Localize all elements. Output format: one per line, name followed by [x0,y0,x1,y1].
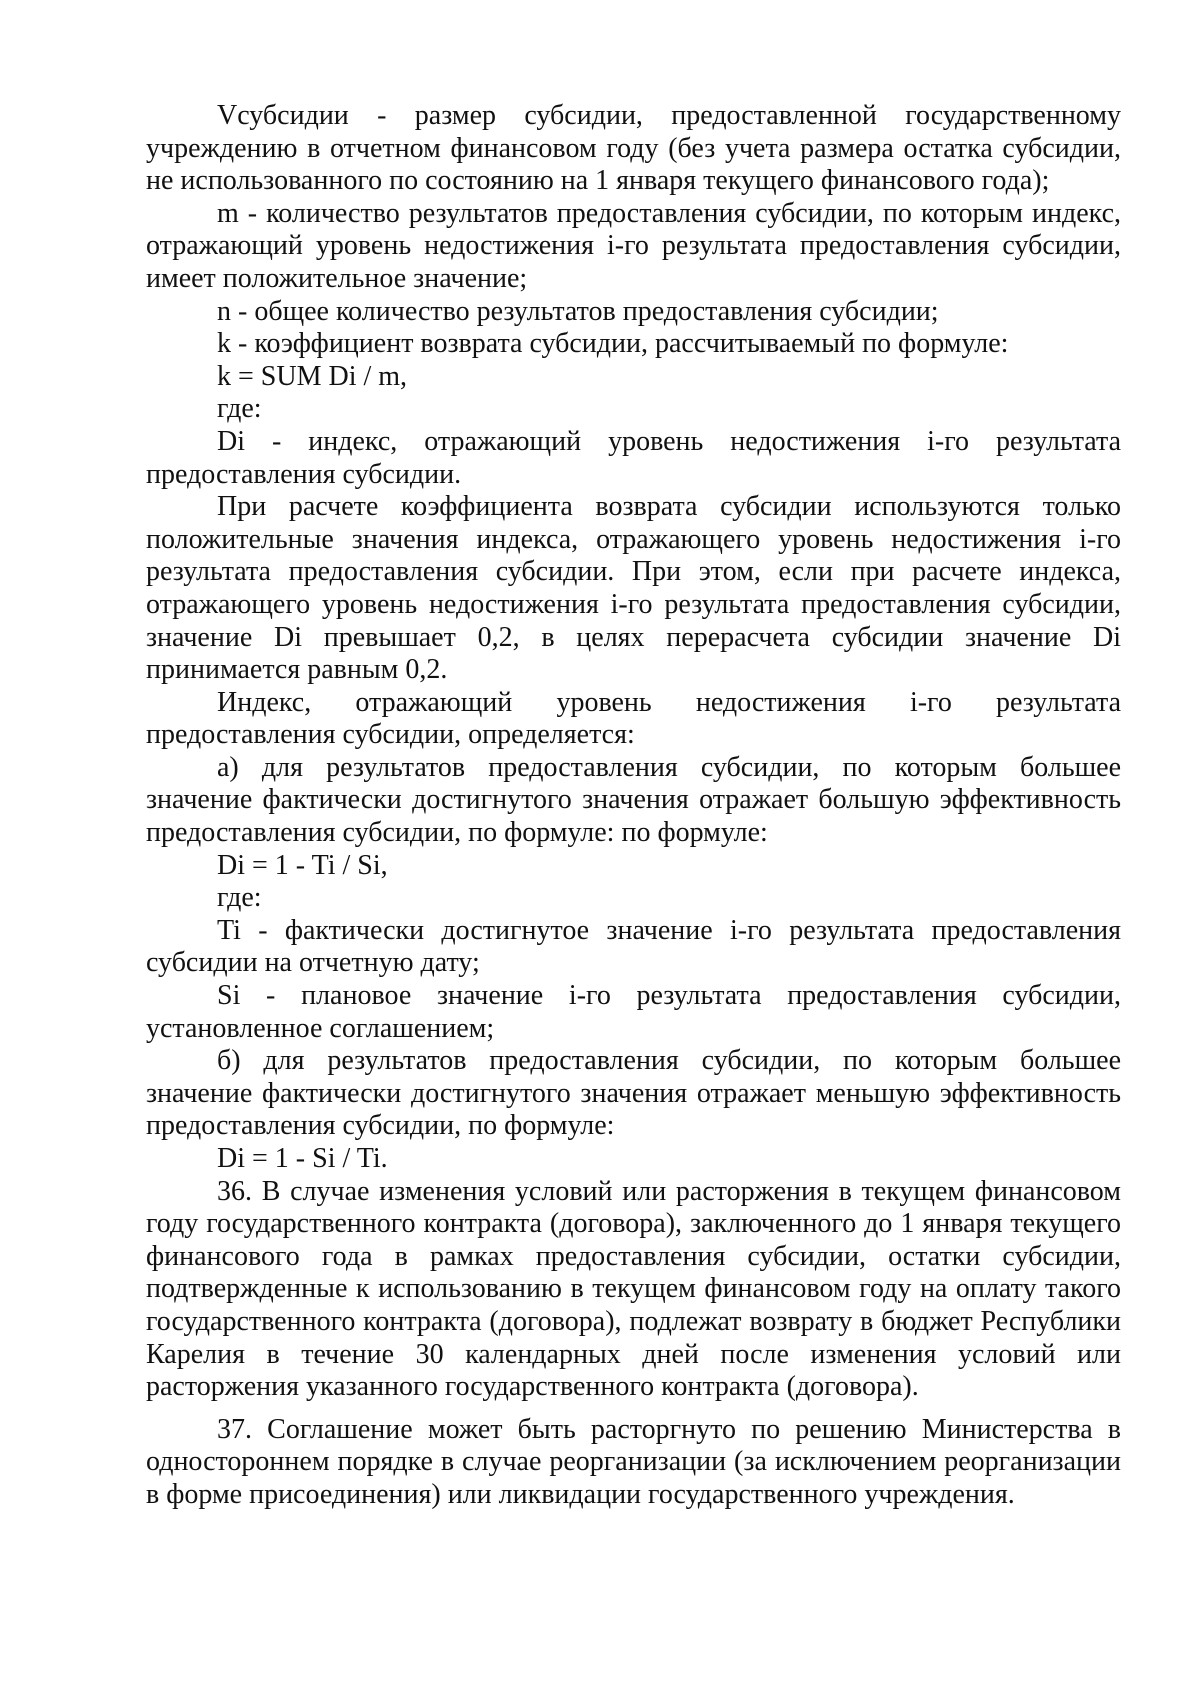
paragraph-clause-36: 36. В случае изменения условий или расторжения в текущем финансовом году государственного контракта (договора), заключенного до 1 января текущего финансового года в рамках предоставления субсидии, остатки субсидии, подтвержденные к использованию в текущем финансовом году на оплату такого государственного контракта (договора), подлежат возврату в бюджет Республики Карелия в течение 30 календарных дней после изменения условий или расторжения указанного государственного контракта (договора). [146,1175,1121,1403]
paragraph-ti-definition: Ti - фактически достигнутое значение i-го результата предоставления субсидии на отчетную дату; [146,914,1121,979]
paragraph-k-definition: k - коэффициент возврата субсидии, рассчитываемый по формуле: [217,328,1009,360]
paragraph-n-definition: n - общее количество результатов предоставления субсидии; [217,295,939,327]
formula-di-a: Di = 1 - Ti / Si, [217,849,388,881]
paragraph-di-definition: Di - индекс, отражающий уровень недостижения i-го результата предоставления субсидии. [146,425,1121,490]
formula-di-b: Di = 1 - Si / Ti. [217,1143,388,1174]
paragraph-si-definition: Si - плановое значение i-го результата предоставления субсидии, установленное соглашением; [146,980,1121,1044]
paragraph-vsubsidii-definition: Vсубсидии - размер субсидии, предоставленной государственному учреждению в отчетном финансовом году (без учета размера остатка субсидии, не использованного по состоянию на 1 января текущего финансового года); [146,100,1121,197]
paragraph-coefficient-rules: При расчете коэффициента возврата субсидии используются только положительные значения индекса, отражающего уровень недостижения i-го результата предоставления субсидии. При этом, если при расчете индекса, отражающего уровень недостижения i-го результата предоставления субсидии, значение Di превышает 0,2, в целях перерасчета субсидии значение Di принимается равным 0,2. [146,491,1121,686]
paragraph-where-2: где: [217,882,262,914]
paragraph-clause-37: 37. Соглашение может быть расторгнуто по решению Министерства в одностороннем порядке в случае реорганизации (за исключением реорганизации в форме присоединения) или ликвидации государственного учреждения. [146,1413,1121,1510]
formula-k: k = SUM Di / m, [217,360,408,392]
paragraph-index-determined: Индекс, отражающий уровень недостижения i-го результата предоставления субсидии, определяется: [146,686,1121,751]
paragraph-m-definition: m - количество результатов предоставления субсидии, по которым индекс, отражающий уровень недостижения i-го результата предоставления субсидии, имеет положительное значение; [146,197,1121,294]
paragraph-where-1: где: [217,393,262,425]
document-body [146,100,1121,1512]
paragraph-case-b: б) для результатов предоставления субсидии, по которым большее значение фактически достигнутого значения отражает меньшую эффективность предоставления субсидии, по формуле: [146,1045,1121,1142]
paragraph-case-a: а) для результатов предоставления субсидии, по которым большее значение фактически достигнутого значения отражает большую эффективность предоставления субсидии, по формуле: по формуле: [146,751,1121,849]
